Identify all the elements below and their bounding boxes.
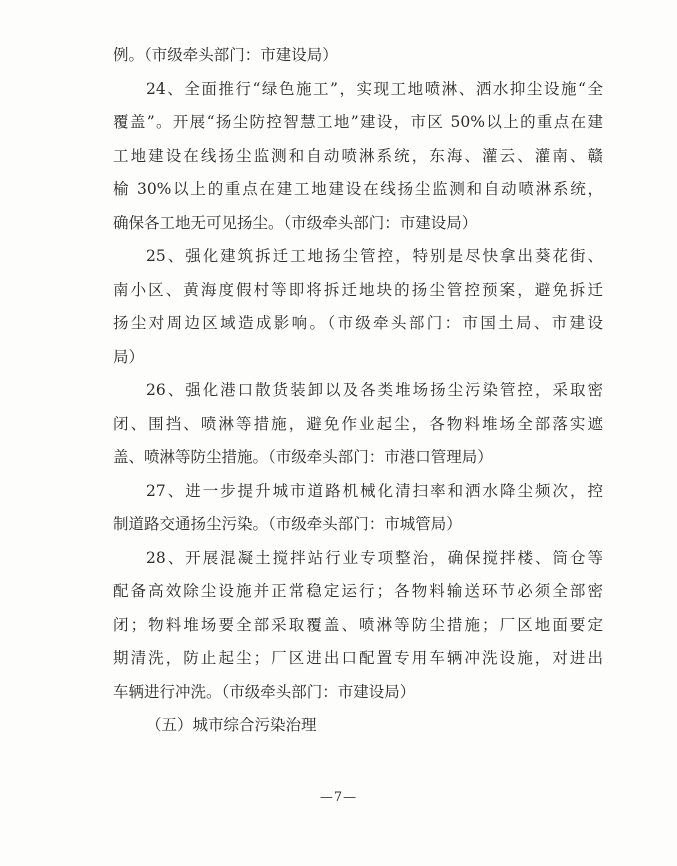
text-line-7: 25、强化建筑拆迁工地扬尘管控，特别是尽快拿出葵花街、 <box>146 247 603 265</box>
text-line-4: 工地建设在线扬尘监测和自动喷淋系统，东海、灌云、灌南、赣 <box>113 146 603 165</box>
text-line-8: 南小区、黄海度假村等即将拆迁地块的扬尘管控预案，避免拆迁 <box>113 280 603 299</box>
text-line-11: 26、强化港口散货装卸以及各类堆场扬尘污染管控，采取密 <box>146 381 603 399</box>
text-line-10: 局） <box>113 347 145 366</box>
text-line-13: 盖、喷淋等防尘措施。（市级牵头部门：市港口管理局） <box>113 448 493 466</box>
text-line-19: 期清洗，防止起尘；厂区进出口配置专用车辆冲洗设施，对进出 <box>113 649 603 667</box>
document-body <box>113 44 603 748</box>
text-line-20: 车辆进行冲洗。（市级牵头部门：市建设局） <box>113 682 416 701</box>
section-heading: （五）城市综合污染治理 <box>146 716 317 734</box>
text-line-16: 28、开展混凝土搅拌站行业专项整治，确保搅拌楼、筒仓等 <box>146 548 603 567</box>
text-line-14: 27、进一步提升城市道路机械化清扫率和洒水降尘频次，控 <box>146 481 603 500</box>
text-line-6: 确保各工地无可见扬尘。（市级牵头部门：市建设局） <box>113 213 478 232</box>
text-line-17: 配备高效除尘设施并正常稳定运行；各物料输送环节必须全部密 <box>113 582 603 600</box>
text-line-2: 24、全面推行“绿色施工”，实现工地喷淋、洒水抑尘设施“全 <box>146 79 603 98</box>
text-line-1: 例。（市级牵头部门：市建设局） <box>113 46 338 64</box>
text-line-18: 闭；物料堆场要全部采取覆盖、喷淋等防尘措施；厂区地面要定 <box>113 615 603 634</box>
text-line-15: 制道路交通扬尘污染。（市级牵头部门：市城管局） <box>113 515 462 533</box>
page-number: —7— <box>319 790 358 805</box>
text-line-3: 覆盖”。开展“扬尘防控智慧工地”建设，市区 50%以上的重点在建 <box>113 113 603 131</box>
text-line-12: 闭、围挡、喷淋等措施，避免作业起尘，各物料堆场全部落实遮 <box>113 414 603 433</box>
text-line-9: 扬尘对周边区域造成影响。（市级牵头部门：市国土局、市建设 <box>113 314 603 332</box>
text-line-5: 榆 30%以上的重点在建工地建设在线扬尘监测和自动喷淋系统， <box>113 180 603 198</box>
